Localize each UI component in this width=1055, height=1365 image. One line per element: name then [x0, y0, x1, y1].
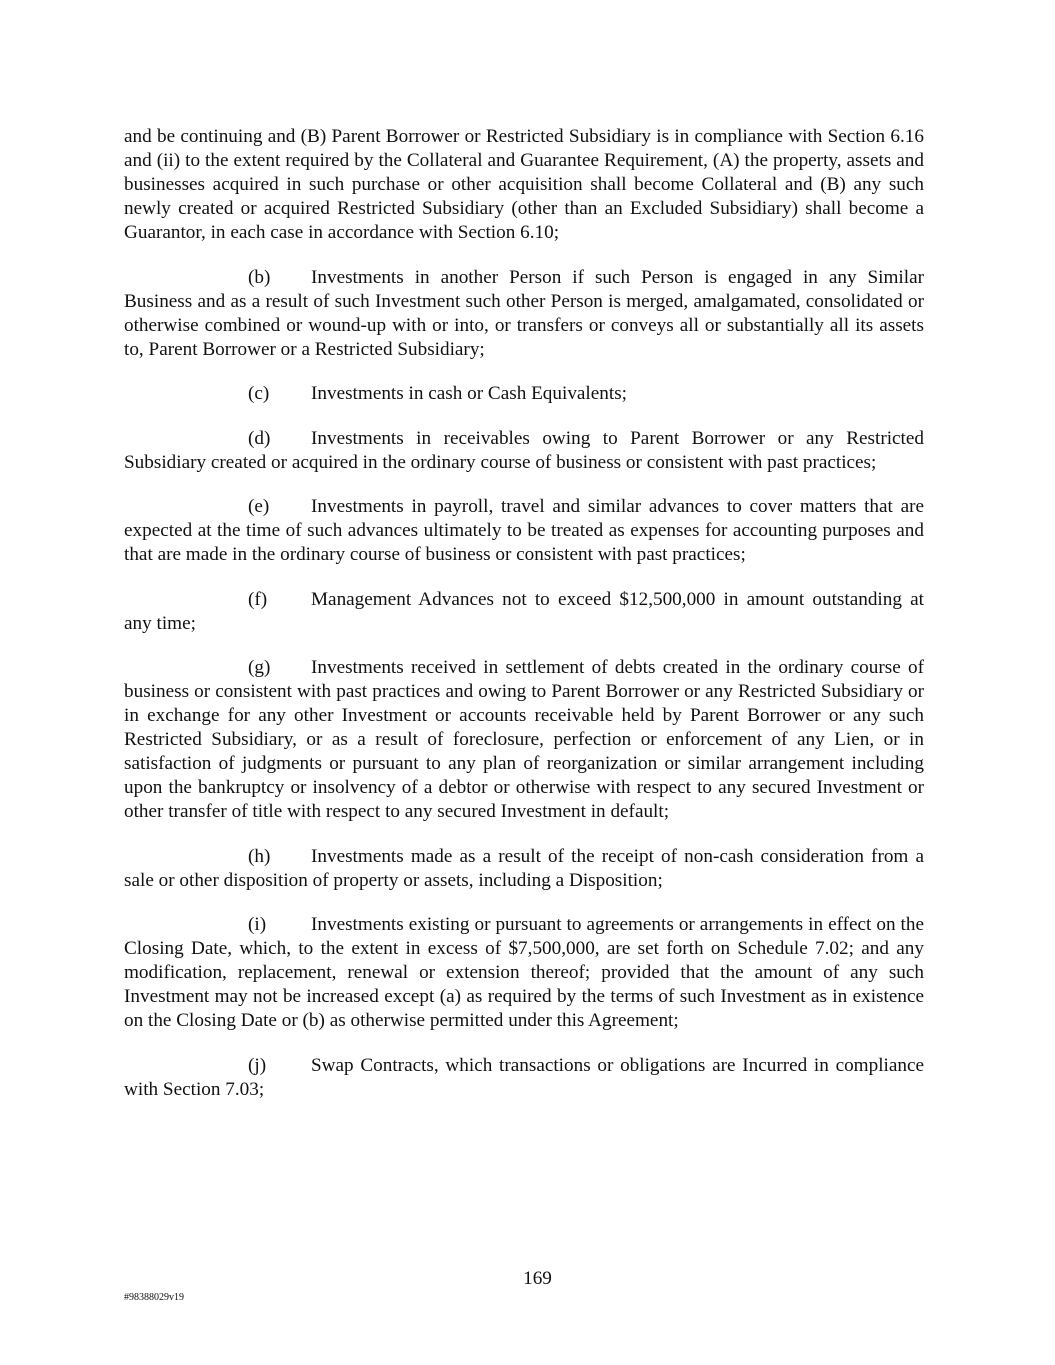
clause-text: Management Advances not to exceed $12,500,000 in amount outstanding at any time;	[124, 588, 924, 634]
clause-text: Investments in cash or Cash Equivalents;	[311, 383, 628, 404]
clause-label: (i)	[248, 914, 267, 935]
clause-text: Investments existing or pursuant to agreements or arrangements in effect on the Closing Date, which, to the extent in excess of $7,500,000, are set forth on Schedule 7.02; and any modification, replacement, renewal or extension thereof; provided that the amount of any such Investment may not be increased except (a) as required by the terms of such Investment as in existence on the Closing Date or (b) as otherwise permitted under this Agreement;	[124, 914, 924, 1031]
clause-b	[124, 266, 924, 362]
clause-text: Investments in receivables owing to Parent Borrower or any Restricted Subsidiary created or acquired in the ordinary course of business or consistent with past practices;	[124, 427, 924, 473]
clause-text: Investments received in settlement of debts created in the ordinary course of business or consistent with past practices and owing to Parent Borrower or any Restricted Subsidiary or in exchange for any other Investment or accounts receivable held by Parent Borrower or any such Restricted Subsidiary, or as a result of foreclosure, perfection or enforcement of any Lien, or in satisfaction of judgments or pursuant to any plan of reorganization or similar arrangement including upon the bankruptcy or insolvency of a debtor or otherwise with respect to any secured Investment or other transfer of title with respect to any secured Investment in default;	[124, 657, 924, 822]
clause-label: (e)	[248, 496, 270, 517]
clause-label: (f)	[248, 588, 268, 610]
clause-label: (c)	[248, 383, 270, 404]
page-number: 169	[523, 1268, 552, 1289]
clause-label: (j)	[248, 1054, 267, 1076]
clause-g	[124, 656, 924, 824]
clause-c	[124, 382, 924, 406]
clause-label: (h)	[248, 845, 271, 867]
clause-label: (g)	[248, 657, 271, 678]
intro-paragraph: and be continuing and (B) Parent Borrower or Restricted Subsidiary is in compliance with Section 6.16 and (ii) to the extent required by the Collateral and Guarantee Requirement, (A) the property, assets and businesses acquired in such purchase or other acquisition shall become Collateral and (B) any such newly created or acquired Restricted Subsidiary (other than an Excluded Subsidiary) shall become a Guarantor, in each case in accordance with Section 6.10;	[124, 126, 924, 243]
clause-label: (b)	[248, 266, 271, 288]
document-id: #98388029v19	[124, 1292, 184, 1303]
clause-d	[124, 427, 924, 475]
clause-text: Swap Contracts, which transactions or obligations are Incurred in compliance with Section 7.03;	[124, 1054, 924, 1100]
clause-f	[124, 588, 924, 636]
clause-i	[124, 913, 924, 1033]
clause-text: Investments in another Person if such Person is engaged in any Similar Business and as a result of such Investment such other Person is merged, amalgamated, consolidated or otherwise combined or wound-up with or into, or transfers or conveys all or substantially all its assets to, Parent Borrower or a Restricted Subsidiary;	[124, 266, 924, 360]
clause-text: Investments in payroll, travel and similar advances to cover matters that are expected at the time of such advances ultimately to be treated as expenses for accounting purposes and that are made in the ordinary course of business or consistent with past practices;	[124, 496, 924, 565]
document-body	[124, 125, 924, 1122]
clause-text: Investments made as a result of the receipt of non-cash consideration from a sale or other disposition of property or assets, including a Disposition;	[124, 845, 924, 891]
clause-label: (d)	[248, 427, 271, 449]
clause-h	[124, 845, 924, 893]
clause-j	[124, 1054, 924, 1102]
clause-e	[124, 495, 924, 567]
